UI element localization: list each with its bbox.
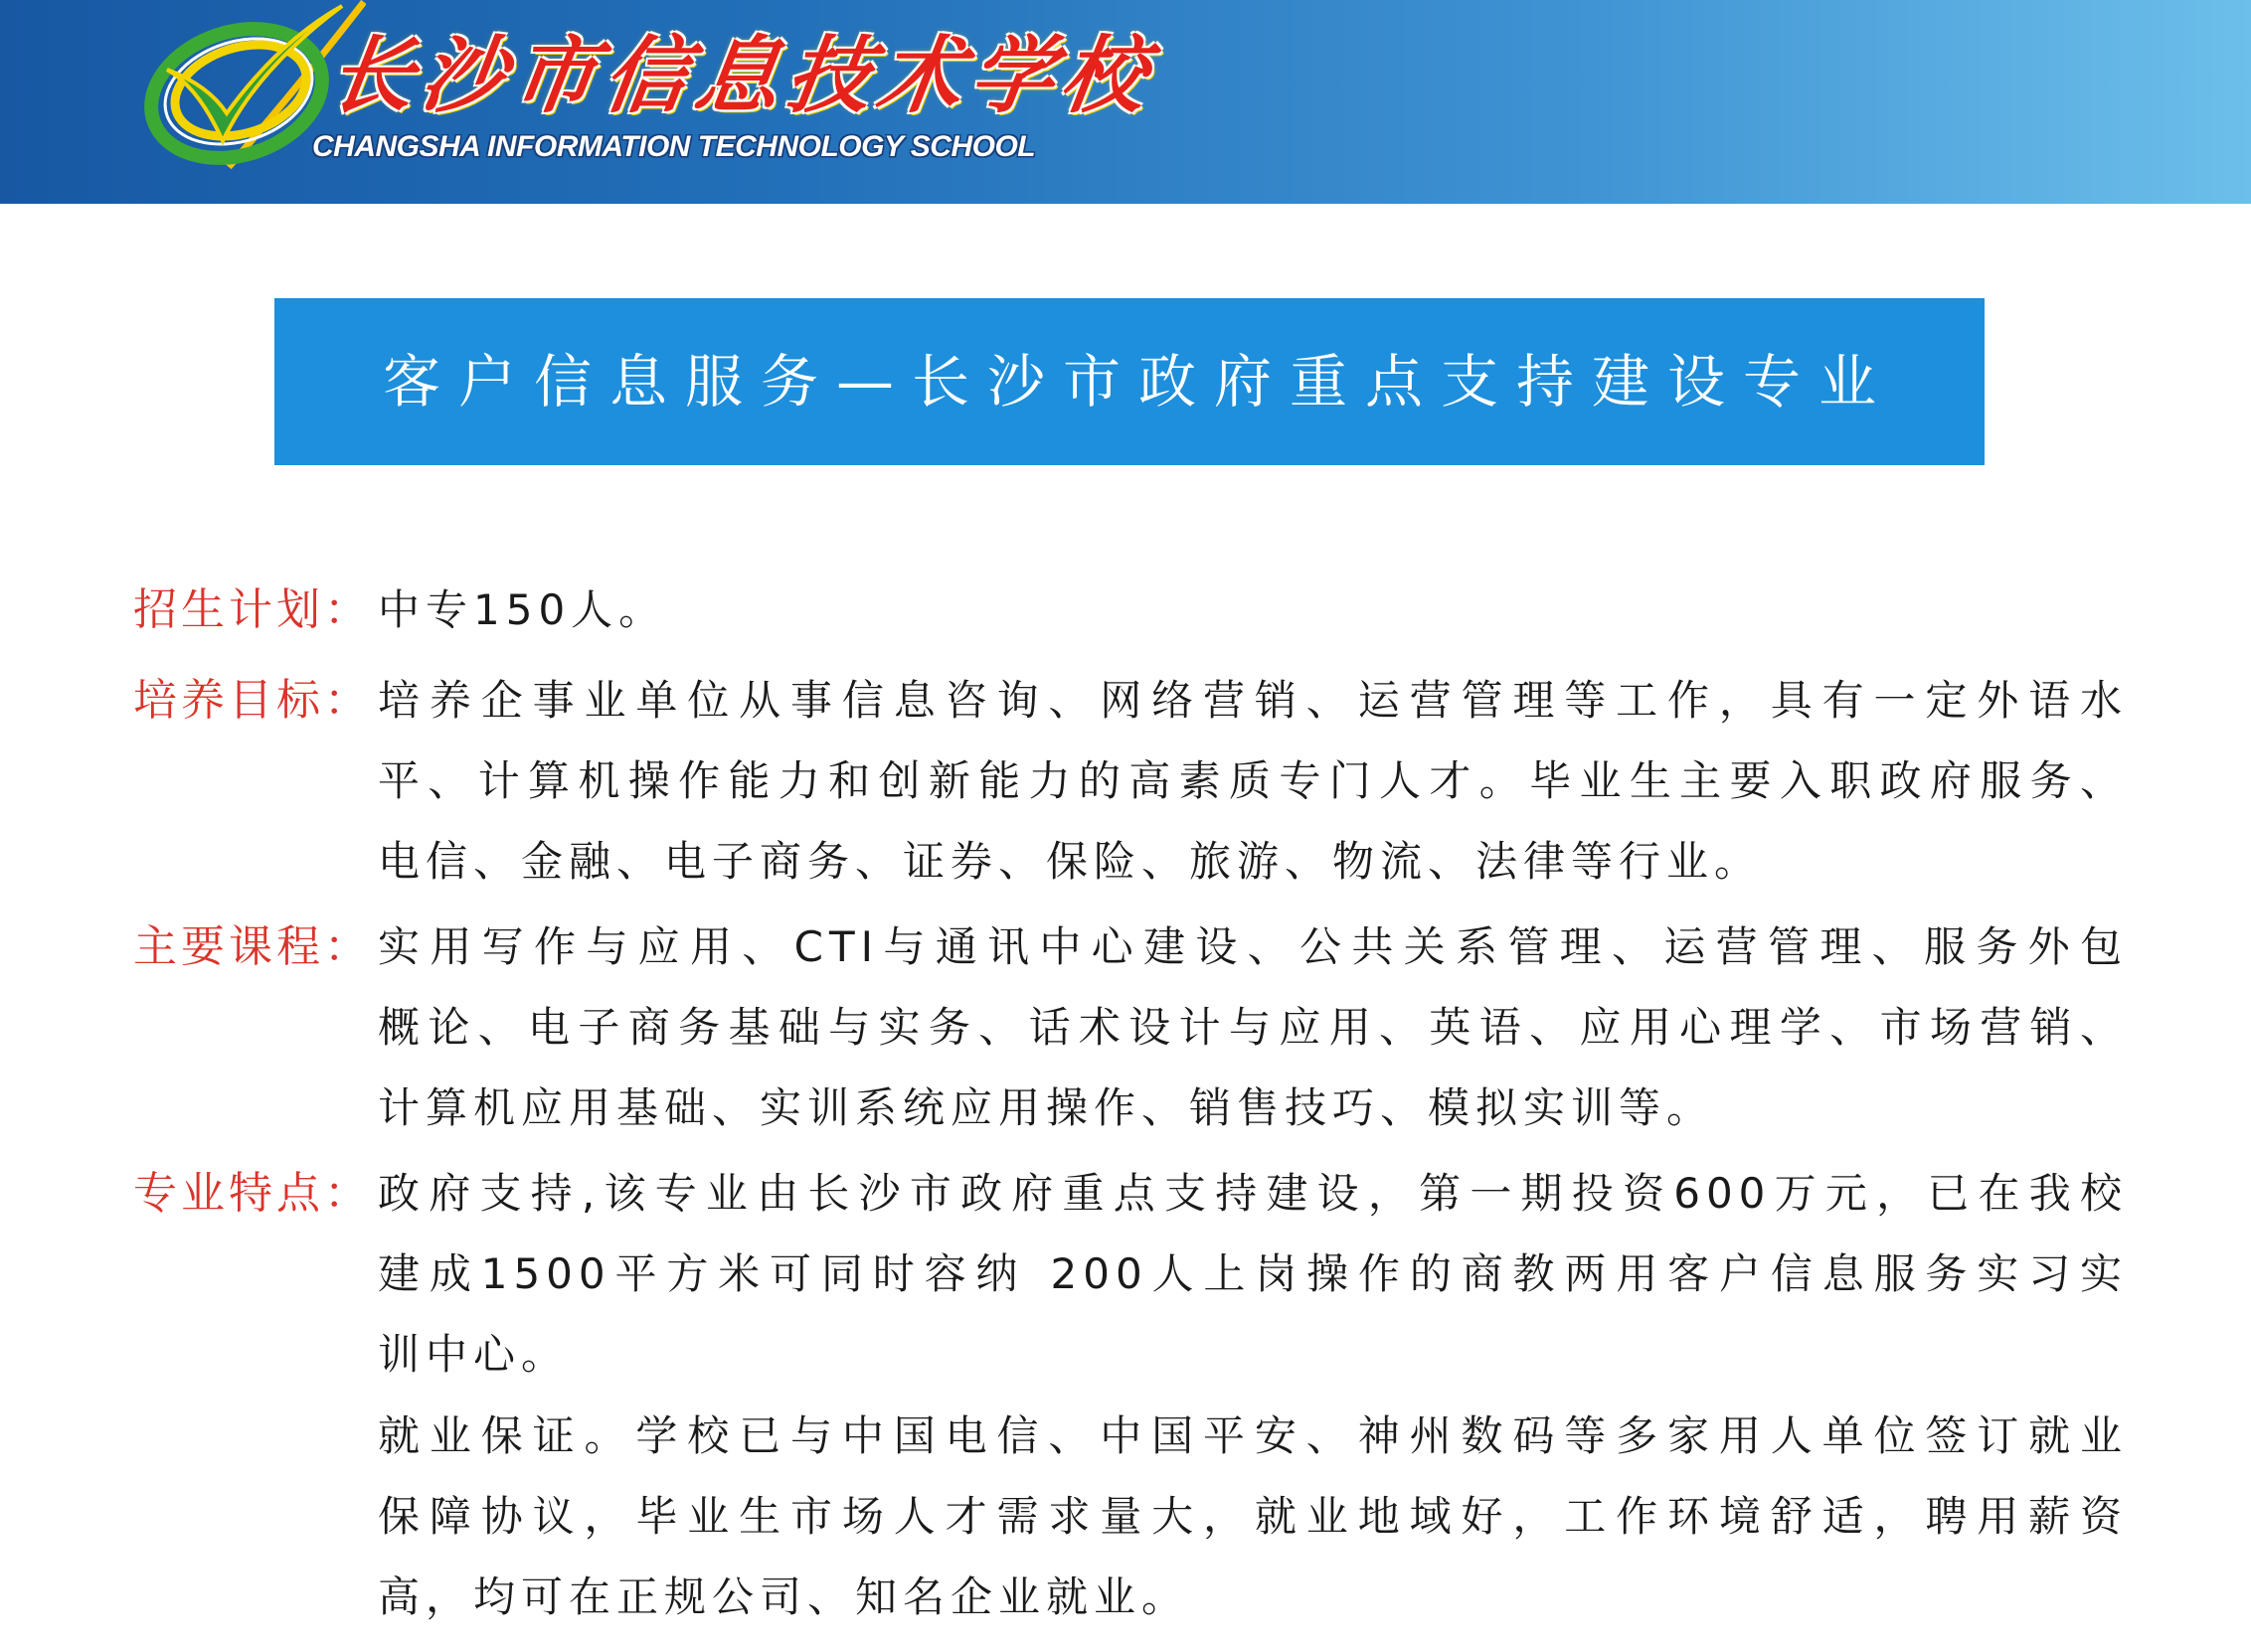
text-line: 训中心。	[378, 1330, 570, 1379]
header-banner	[0, 0, 2251, 204]
section-label: 招生计划：	[133, 584, 372, 635]
logo-chinese-name: 长沙市信息技术学校	[323, 27, 1160, 124]
section-label: 培养目标：	[133, 675, 372, 726]
text-line: 电信、金融、电子商务、证券、保险、旅游、物流、法律等行业。	[378, 837, 1763, 886]
text-line: 就业保证。学校已与中国电信、中国平安、神州数码等多家用人单位签订就业	[378, 1411, 2128, 1460]
text-line: 平、计算机操作能力和创新能力的高素质专门人才。毕业生主要入职政府服务、	[378, 756, 2128, 805]
section-body	[378, 1153, 2128, 1395]
title-banner	[274, 298, 1985, 465]
section-label: 主要课程：	[133, 921, 372, 972]
text-line: 计算机应用基础、实训系统应用操作、销售技巧、模拟实训等。	[378, 1083, 1715, 1132]
logo-english-name: CHANGSHA INFORMATION TECHNOLOGY SCHOOL	[312, 130, 1036, 163]
text-line: 高，均可在正规公司、知名企业就业。	[378, 1572, 1190, 1621]
page-title: 客户信息服务—长沙市政府重点支持建设专业	[382, 348, 1894, 415]
section-body	[378, 907, 2128, 1148]
text-line: 保障协议，毕业生市场人才需求量大，就业地域好，工作环境舒适，聘用薪资	[378, 1492, 2128, 1541]
section-label: 专业特点：	[133, 1168, 372, 1219]
text-line: 培养企事业单位从事信息咨询、网络营销、运营管理等工作，具有一定外语水	[378, 676, 2128, 725]
section-body	[378, 1396, 2128, 1637]
section-body	[378, 570, 2128, 650]
text-line: 中专150人。	[378, 585, 667, 634]
text-line: 建成1500平方米可同时容纳 200人上岗操作的商教两用客户信息服务实习实	[378, 1249, 2128, 1298]
section-body	[378, 660, 2128, 902]
text-line: 概论、电子商务基础与实务、话术设计与应用、英语、应用心理学、市场营销、	[378, 1003, 2128, 1052]
text-line: 实用写作与应用、CTI与通讯中心建设、公共关系管理、运营管理、服务外包	[378, 922, 2128, 971]
text-line: 政府支持,该专业由长沙市政府重点支持建设，第一期投资600万元，已在我校	[378, 1169, 2128, 1218]
